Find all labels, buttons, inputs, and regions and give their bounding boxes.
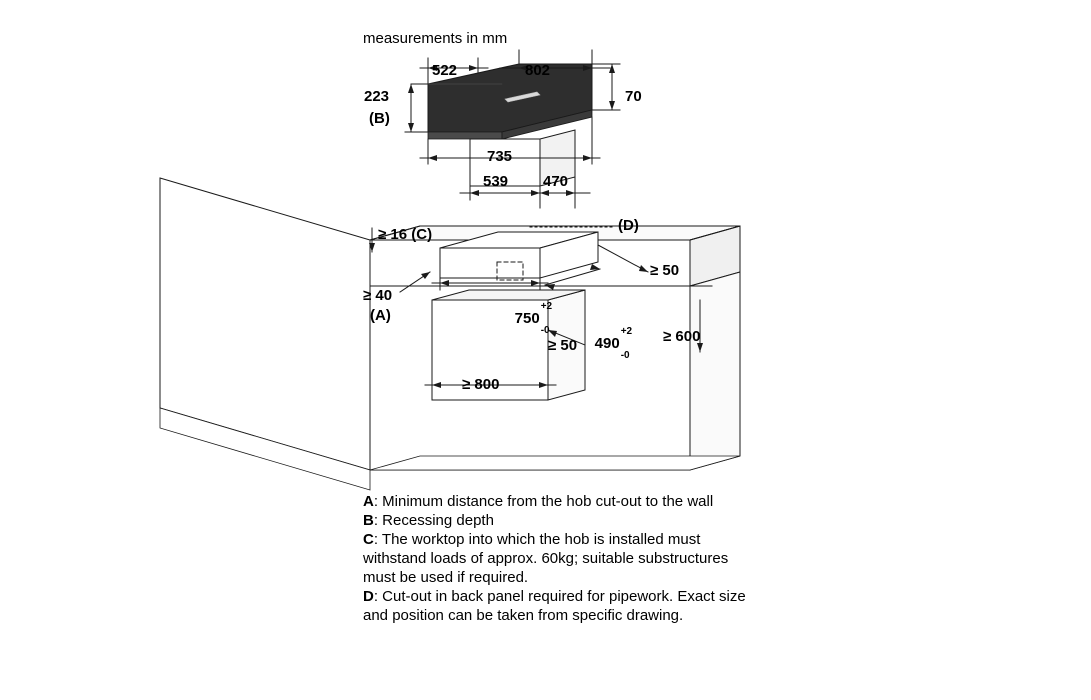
dim-750-minus: -0 (540, 325, 550, 337)
dim-label-802: 802 (525, 62, 551, 79)
dim-label-522: 522 (432, 62, 458, 79)
dim-750-plus: +2 (540, 301, 553, 313)
dim-750-main: 750 (514, 310, 540, 328)
dim-label-600: ≥ 600 (663, 328, 701, 345)
dim-label-d: (D) (618, 217, 639, 234)
dim-label-b: (B) (369, 110, 390, 127)
hob-perspective-group (428, 64, 592, 186)
legend-key-d: D (363, 588, 374, 605)
legend-key-a: A (363, 493, 374, 510)
dim-label-470: 470 (543, 173, 569, 190)
legend-key-c: C (363, 531, 374, 548)
cabinet-perspective-group (160, 178, 740, 490)
dim-490-minus: -0 (620, 350, 630, 362)
dim-802 (500, 50, 610, 71)
dim-label-50-mid: ≥ 50 (548, 337, 578, 354)
dim-label-70: 70 (625, 88, 642, 105)
dim-label-539: 539 (483, 173, 509, 190)
legend-item-b (363, 511, 763, 530)
dim-label-50-right: ≥ 50 (650, 262, 680, 279)
dim-label-223: 223 (364, 88, 390, 105)
diagram-title: measurements in mm (363, 30, 508, 47)
legend (363, 492, 763, 625)
dim-490-plus: +2 (620, 326, 633, 338)
dim-label-800: ≥ 800 (462, 376, 500, 393)
legend-text-c: : The worktop into which the hob is installed must withstand loads of approx. 60kg; suitable substructures must be used if required. (363, 531, 729, 586)
dim-label-a: (A) (370, 307, 391, 324)
legend-key-b: B (363, 512, 374, 529)
dim-label-40: ≥ 40 (363, 287, 393, 304)
legend-item-a (363, 492, 763, 511)
dim-223 (405, 84, 428, 132)
dim-label-16-c: ≥ 16 (C) (378, 226, 433, 243)
legend-item-c (363, 530, 763, 587)
legend-text-d: : Cut-out in back panel required for pipework. Exact size and position can be taken from specific drawing. (363, 588, 746, 624)
dim-490-main: 490 (594, 335, 620, 353)
legend-text-b: : Recessing depth (373, 512, 494, 529)
dim-label-490 (578, 295, 637, 394)
dim-70 (592, 64, 620, 110)
legend-text-a: : Minimum distance from the hob cut-out to the wall (373, 493, 714, 510)
legend-item-d (363, 587, 763, 625)
dim-label-735: 735 (487, 148, 513, 165)
